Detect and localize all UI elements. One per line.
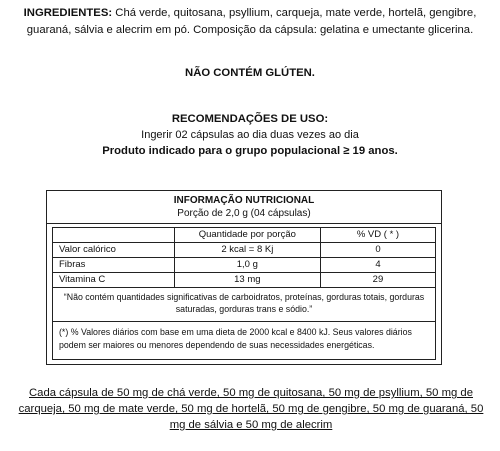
ingredients-label: INGREDIENTES: [23, 7, 113, 19]
nutrition-grid [52, 227, 436, 360]
table-row [53, 243, 436, 258]
nutrient-vd: 0 [320, 243, 435, 258]
header-cell-amount: Quantidade por porção [174, 228, 320, 243]
nutrient-name: Vitamina C [53, 273, 175, 288]
nutrient-amount: 1,0 g [174, 258, 320, 273]
nutrient-amount: 13 mg [174, 273, 320, 288]
nutrient-name: Fibras [53, 258, 175, 273]
ingredients-text: Chá verde, quitosana, psyllium, carqueja, mate verde, hortelã, gengibre, guaraná, sálvia e alecrim em pó. Composição da cápsula: gelatina e umectante glicerina. [26, 7, 477, 36]
nutrition-facts-table [46, 190, 442, 365]
usage-target-group: Produto indicado para o grupo populacional ≥ 19 anos. [102, 145, 398, 157]
nutrition-note: “Não contém quantidades significativas de carboidratos, proteínas, gorduras totais, gorduras saturadas, gorduras trans e sódio.” [53, 288, 436, 322]
usage-instruction: Ingerir 02 cápsulas ao dia duas vezes ao dia [141, 129, 359, 141]
nutrient-amount: 2 kcal = 8 Kj [174, 243, 320, 258]
nutrient-vd: 29 [320, 273, 435, 288]
usage-title: RECOMENDAÇÕES DE USO: [171, 113, 329, 125]
table-row [53, 273, 436, 288]
nutrition-note-row [53, 288, 436, 322]
daily-values-note: (*) % Valores diários com base em uma dieta de 2000 kcal e 8400 kJ. Seus valores diários podem ser maiores ou menores dependendo de suas necessidades energéticas. [53, 322, 436, 360]
nutrition-title: INFORMAÇÃO NUTRICIONAL [173, 195, 315, 206]
table-row [53, 258, 436, 273]
nutrient-name: Valor calórico [53, 243, 175, 258]
capsule-composition [18, 385, 484, 433]
composition-text: Cada cápsula de 50 mg de chá verde, 50 mg de quitosana, 50 mg de psyllium, 50 mg de carqueja, 50 mg de mate verde, 50 mg de hortelã, 50 mg de gengibre, 50 mg de guaraná, 50 mg de sálvia e 50 mg de alecrim [18, 387, 484, 431]
header-cell-nutrient [53, 228, 175, 243]
header-cell-vd: % VD ( * ) [320, 228, 435, 243]
ingredients-paragraph [0, 5, 500, 39]
nutrition-header [47, 191, 441, 224]
nutrition-header-row [53, 228, 436, 243]
nutrition-portion: Porção de 2,0 g (04 cápsulas) [177, 208, 311, 219]
nutrient-vd: 4 [320, 258, 435, 273]
daily-values-row [53, 322, 436, 360]
gluten-notice: NÃO CONTÉM GLÚTEN. [185, 67, 315, 79]
